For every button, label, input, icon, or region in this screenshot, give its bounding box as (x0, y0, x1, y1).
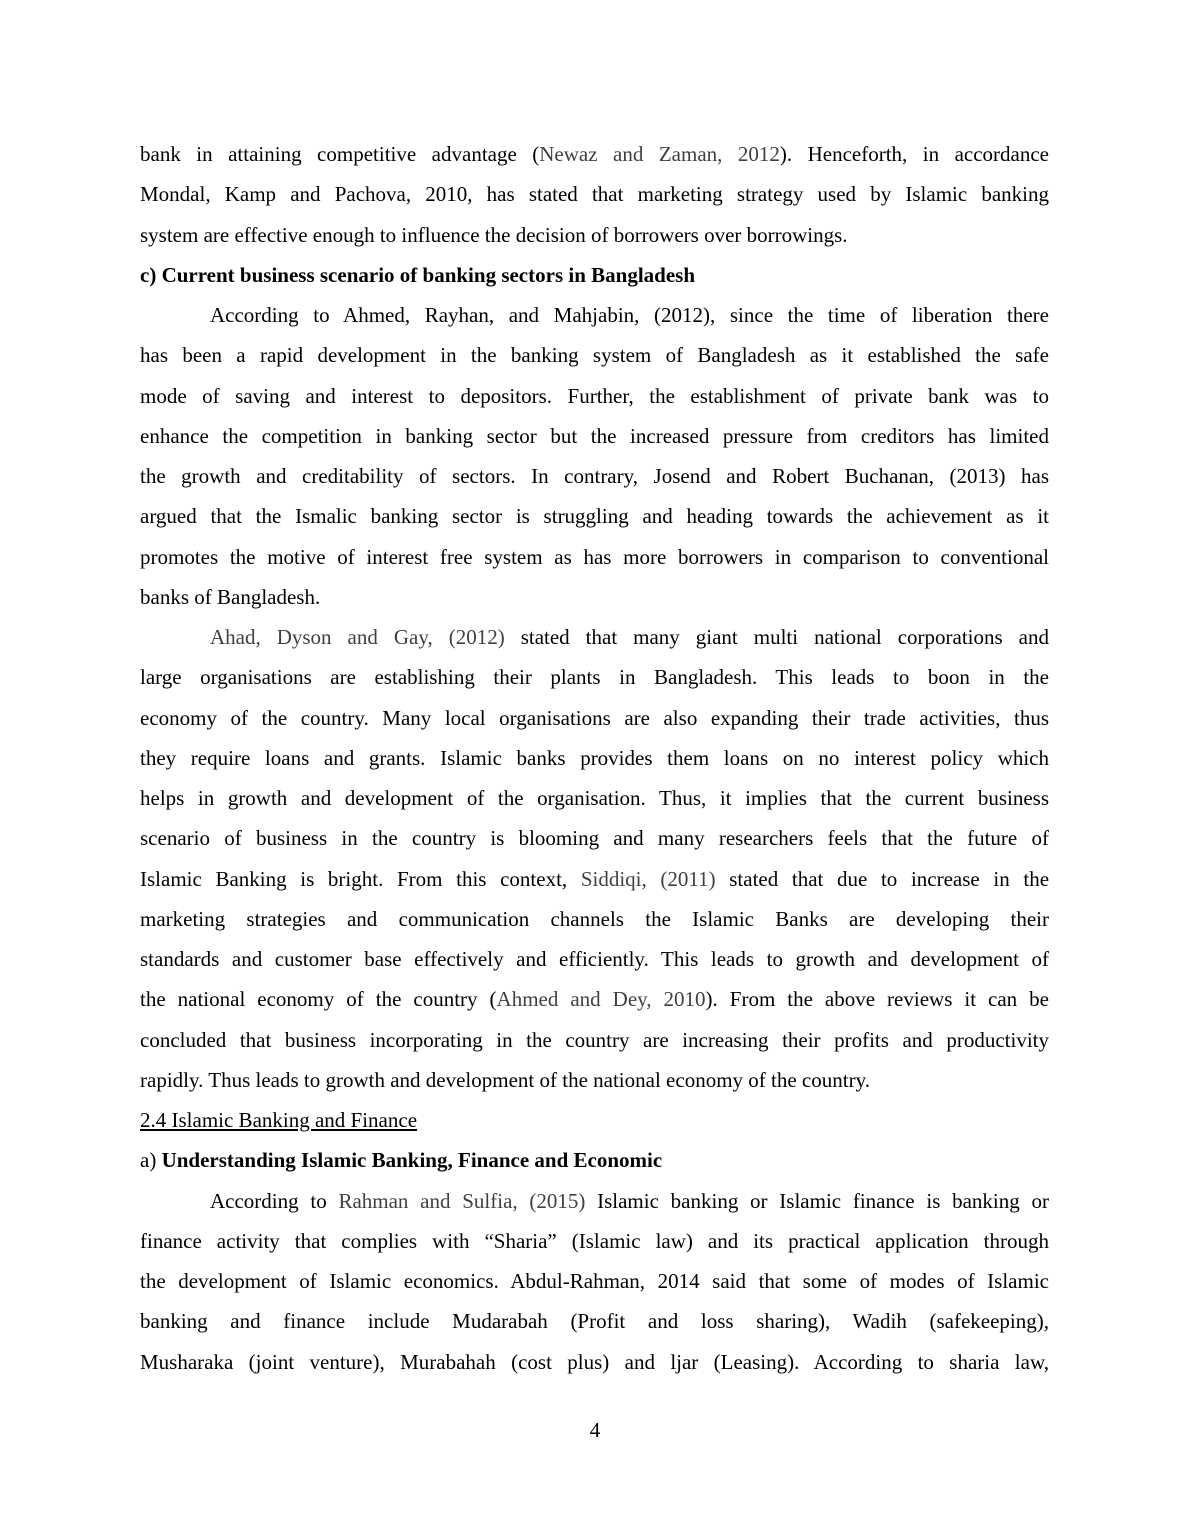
citation: Newaz and Zaman, 2012 (539, 142, 780, 166)
citation: Rahman and Sulfia, (2015) (338, 1188, 586, 1213)
text-span: scenario of business in the country is blooming and many researchers feels that the future of (140, 826, 1049, 851)
text-span: the growth and creditability of sectors. In contrary, Josend and Robert Buchanan, (2013) has (140, 464, 1049, 488)
text-line (140, 825, 1049, 851)
text-line (140, 544, 1049, 570)
text-line (140, 383, 1049, 409)
text-line (140, 946, 1049, 972)
heading: 2.4 Islamic Banking and Finance (140, 1108, 418, 1132)
text-line (140, 262, 1049, 288)
text-span: marketing strategies and communication channels the Islamic Banks are developing their (140, 906, 1049, 931)
citation: Siddiqi, (2011) (580, 866, 716, 891)
text-line (140, 705, 1049, 731)
text-span: stated that many giant multi national corporations and (504, 625, 1049, 649)
text-line (140, 866, 1049, 892)
text-line (140, 745, 1049, 771)
text-line (140, 141, 1049, 167)
text-line (140, 785, 1049, 811)
text-line (140, 624, 1049, 650)
text-span: enhance the competition in banking sector but the increased pressure from creditors has limited (140, 423, 1049, 448)
text-span: they require loans and grants. Islamic banks provides them loans on no interest policy which (140, 745, 1049, 770)
heading: Understanding Islamic Banking, Finance and Economic (161, 1148, 663, 1173)
text-span: the national economy of the country ( (140, 987, 497, 1012)
text-line (140, 342, 1049, 368)
text-span: helps in growth and development of the organisation. Thus, it implies that the current business (140, 786, 1049, 810)
text-line (140, 1107, 1049, 1133)
text-line (140, 584, 1049, 610)
text-line (140, 664, 1049, 690)
text-span: ). Henceforth, in accordance (779, 142, 1049, 166)
text-line (140, 1027, 1049, 1053)
text-span: concluded that business incorporating in the country are increasing their profits and productivity (140, 1027, 1049, 1052)
text-line (140, 986, 1049, 1012)
text-line (140, 1188, 1049, 1214)
text-span: argued that the Ismalic banking sector is struggling and heading towards the achievement as it (140, 504, 1049, 529)
page-number: 4 (589, 1418, 601, 1442)
text-span: Musharaka (joint venture), Murabahah (cost plus) and ljar (Leasing). According to sharia law, (140, 1349, 1049, 1374)
heading: c) Current business scenario of banking sectors in Bangladesh (140, 262, 696, 287)
text-span: has been a rapid development in the banking system of Bangladesh as it established the safe (140, 343, 1049, 368)
text-line (140, 181, 1049, 207)
text-line (140, 1349, 1049, 1375)
text-line (140, 1228, 1049, 1254)
text-span: the development of Islamic economics. Abdul-Rahman, 2014 said that some of modes of Islamic (140, 1269, 1049, 1293)
text-span: mode of saving and interest to depositors. Further, the establishment of private bank was to (140, 383, 1049, 408)
text-span: According to (210, 1188, 339, 1213)
citation: Ahad, Dyson and Gay, (2012) (210, 625, 505, 649)
text-span: economy of the country. Many local organisations are also expanding their trade activities, thus (140, 705, 1049, 730)
text-span: finance activity that complies with “Sharia” (Islamic law) and its practical application through (140, 1228, 1049, 1253)
text-span: standards and customer base effectively and efficiently. This leads to growth and development of (140, 947, 1049, 971)
text-span: large organisations are establishing their plants in Bangladesh. This leads to boon in the (140, 665, 1049, 690)
text-line (140, 423, 1049, 449)
text-line (140, 906, 1049, 932)
text-span: Islamic Banking is bright. From this context, (140, 866, 581, 891)
text-line (140, 1147, 1049, 1173)
text-line (140, 463, 1049, 489)
text-span: Mondal, Kamp and Pachova, 2010, has stated that marketing strategy used by Islamic banking (140, 182, 1049, 207)
text-span: Islamic banking or Islamic finance is banking or (585, 1188, 1049, 1213)
text-line (140, 222, 1049, 248)
text-span: banking and finance include Mudarabah (Profit and loss sharing), Wadih (safekeeping), (140, 1309, 1049, 1334)
text-line (140, 1067, 1049, 1093)
text-line (140, 1268, 1049, 1294)
text-span: a) (140, 1148, 162, 1173)
text-line (140, 1308, 1049, 1334)
text-span: rapidly. Thus leads to growth and development of the national economy of the country. (140, 1067, 870, 1092)
text-line (140, 503, 1049, 529)
text-span: banks of Bangladesh. (140, 584, 321, 609)
text-span: stated that due to increase in the (715, 866, 1050, 891)
text-span: promotes the motive of interest free system as has more borrowers in comparison to conventional (140, 544, 1049, 569)
citation: Ahmed and Dey, 2010 (496, 987, 706, 1012)
text-span: ). From the above reviews it can be (705, 987, 1049, 1012)
text-span: system are effective enough to influence the decision of borrowers over borrowings. (140, 222, 848, 247)
text-span: According to Ahmed, Rayhan, and Mahjabin, (2012), since the time of liberation there (210, 303, 1049, 327)
text-line (140, 302, 1049, 328)
text-span: bank in attaining competitive advantage ( (140, 142, 540, 166)
